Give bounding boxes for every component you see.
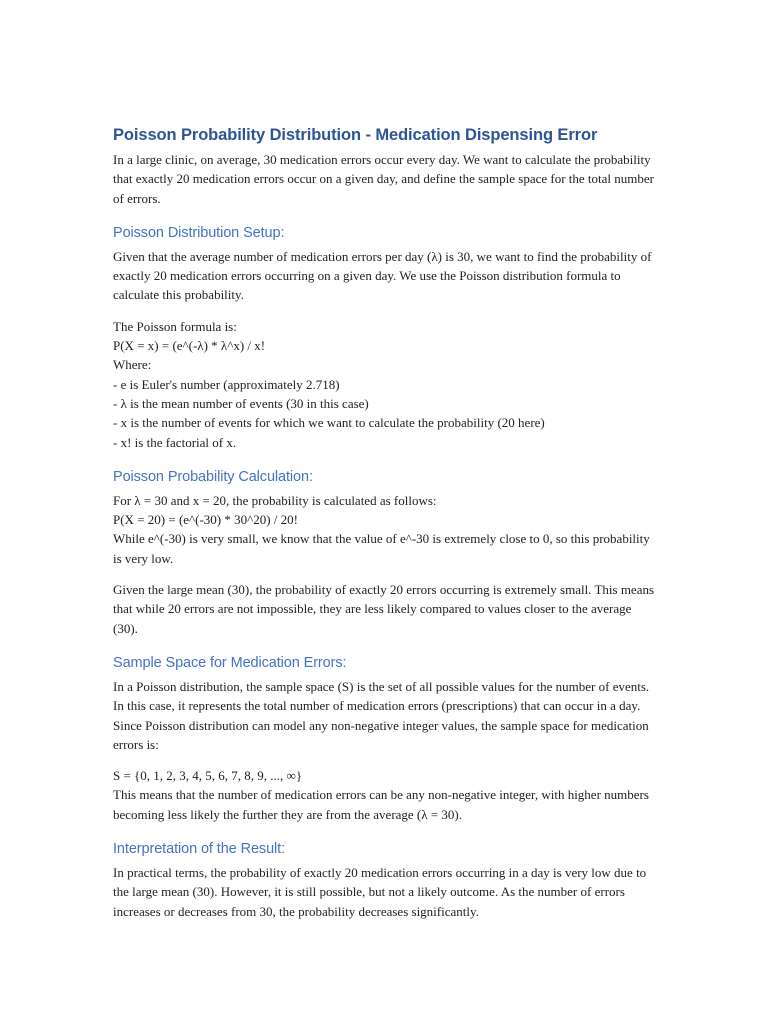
calculation-formula: P(X = 20) = (e^(-30) * 30^20) / 20! bbox=[113, 512, 298, 528]
sample-space-block bbox=[113, 766, 658, 824]
calculation-intro: For λ = 30 and x = 20, the probability is calculated as follows: bbox=[113, 492, 437, 508]
sample-space-explanation: This means that the number of medication errors can be any non-negative integer, with higher numbers becoming less likely the further they are from the average (λ = 30). bbox=[113, 787, 649, 822]
calculation-note: While e^(-30) is very small, we know that the value of e^-30 is extremely close to 0, so this probability is very low. bbox=[113, 531, 650, 566]
calculation-block bbox=[113, 491, 658, 568]
section-heading-interpretation: Interpretation of the Result: bbox=[113, 841, 286, 858]
definition-e: - e is Euler's number (approximately 2.718) bbox=[113, 376, 340, 392]
definition-factorial: - x! is the factorial of x. bbox=[113, 434, 237, 450]
document-title: Poisson Probability Distribution - Medication Dispensing Error bbox=[113, 126, 598, 144]
section-heading-setup: Poisson Distribution Setup: bbox=[113, 224, 285, 241]
setup-paragraph: Given that the average number of medication errors per day (λ) is 30, we want to find the probability of exactly 20 medication errors occurring on a given day. We use the Poisson distribution formula to calculate this probability. bbox=[113, 248, 652, 303]
where-label: Where: bbox=[113, 357, 152, 373]
section-heading-sample-space: Sample Space for Medication Errors: bbox=[113, 654, 347, 671]
document-page bbox=[113, 124, 658, 921]
section-heading-calculation: Poisson Probability Calculation: bbox=[113, 468, 313, 485]
formula-line: P(X = x) = (e^(-λ) * λ^x) / x! bbox=[113, 338, 266, 354]
calculation-paragraph: Given the large mean (30), the probability of exactly 20 errors occurring is extremely small. This means that while 20 errors are not impossible, they are less likely compared to values closer to the average (30). bbox=[113, 582, 655, 636]
sample-space-paragraph: In a Poisson distribution, the sample space (S) is the set of all possible values for the number of events. In this case, it represents the total number of medication errors (prescriptions) that can occur in a day. Since Poisson distribution can model any non-negative integer values, the sample space for medication errors is: bbox=[113, 678, 650, 752]
sample-space-set: S = {0, 1, 2, 3, 4, 5, 6, 7, 8, 9, ..., ∞} bbox=[113, 768, 303, 784]
intro-paragraph: In a large clinic, on average, 30 medication errors occur every day. We want to calculate the probability that exactly 20 medication errors occur on a given day, and define the sample space for the total number of errors. bbox=[113, 152, 654, 206]
formula-intro: The Poisson formula is: bbox=[113, 318, 237, 334]
definition-x: - x is the number of events for which we want to calculate the probability (20 here) bbox=[113, 415, 545, 431]
formula-block bbox=[113, 317, 658, 452]
interpretation-paragraph: In practical terms, the probability of exactly 20 medication errors occurring in a day is very low due to the large mean (30). However, it is still possible, but not a likely outcome. As the number of errors increases or decreases from 30, the probability decreases significantly. bbox=[113, 865, 647, 919]
definition-lambda: - λ is the mean number of events (30 in this case) bbox=[113, 395, 369, 411]
